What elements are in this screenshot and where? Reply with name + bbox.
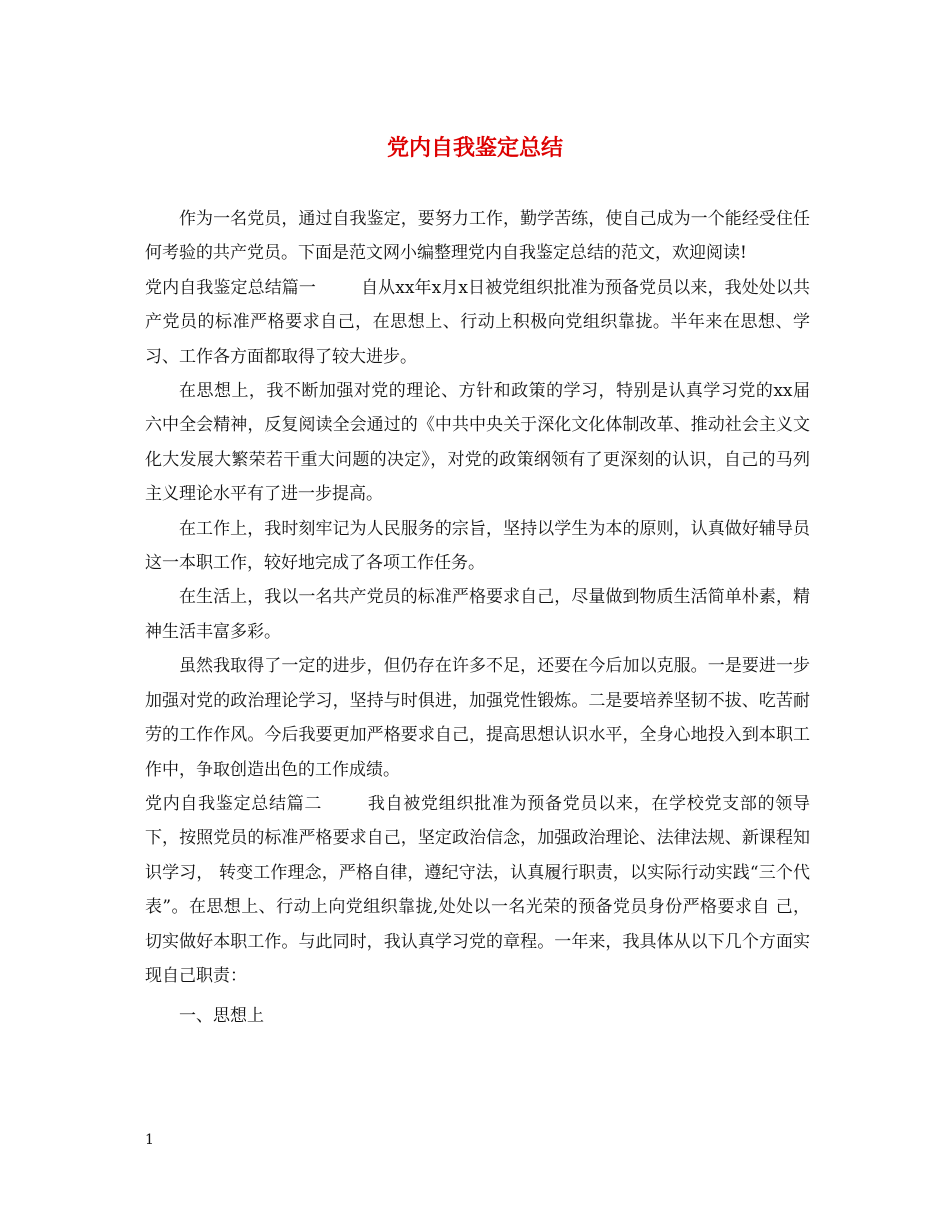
page-number: 1 xyxy=(145,1132,154,1148)
item-one-heading: 一、思想上 xyxy=(179,1006,264,1027)
section-one-heading: 党内自我鉴定总结篇一 xyxy=(145,277,316,298)
thought-paragraph: 在思想上，我不断加强对党的理论、方针和政策的学习，特别是认真学习党的xx届六中全会精神，反复阅读全会通过的《中共中央关于深化文化体制改革、推动社会主义文化大发展大繁荣若干重大问题的决定》，对党的政策纲领有了更深刻的认识，自己的马列主义理论水平有了进一步提高。 xyxy=(145,381,810,505)
work-paragraph: 在工作上，我时刻牢记为人民服务的宗旨，坚持以学生为本的原则，认真做好辅导员这一本职工作，较好地完成了各项工作任务。 xyxy=(145,518,810,574)
section-two-paragraph xyxy=(145,787,810,993)
document-body xyxy=(145,202,810,1034)
section-two-heading: 党内自我鉴定总结篇二 xyxy=(145,793,323,814)
life-paragraph: 在生活上，我以一名共产党员的标准严格要求自己，尽量做到物质生活简单朴素，精神生活丰富多彩。 xyxy=(145,587,810,642)
document-title: 党内自我鉴定总结 xyxy=(386,135,563,161)
shortcomings-paragraph: 虽然我取得了一定的进步，但仍存在许多不足，还要在今后加以克服。一是要进一步加强对党的政治理论学习，坚持与时俱进，加强党性锻炼。二是要培养坚韧不拔、吃苦耐劳的工作作风。今后我要更加严格要求自己，提高思想认识水平，全身心地投入到本职工作中，争取创造出色的工作成绩。 xyxy=(145,656,810,780)
intro-paragraph: 作为一名党员，通过自我鉴定，要努力工作，勤学苦练，使自己成为一个能经受住任何考验的共产党员。下面是范文网小编整理党内自我鉴定总结的范文，欢迎阅读! xyxy=(145,209,810,264)
section-one-text: 自从xx年x月x日被党组织批准为预备党员以来，我处处以共产党员的标准严格要求自己，在思想上、行动上积极向党组织靠拢。半年来在思想、学习、工作各方面都取得了较大进步。 xyxy=(145,277,810,367)
section-one-paragraph xyxy=(145,271,810,374)
section-two-text: 我自被党组织批准为预备党员以来，在学校党支部的领导下，按照党员的标准严格要求自己，坚定政治信念，加强政治理论、法律法规、新课程知识学习， 转变工作理念，严格自律，遵纪守法，认真履行职责，以实际行动实践“三个代表”。在思想上、行动上向党组织靠拢,处处以一名光荣的预备党员身份严格要求自 己，切实做好本职工作。与此同时，我认真学习党的章程。一年来，我具体从以下几个方面实现自己职责： xyxy=(145,793,811,986)
